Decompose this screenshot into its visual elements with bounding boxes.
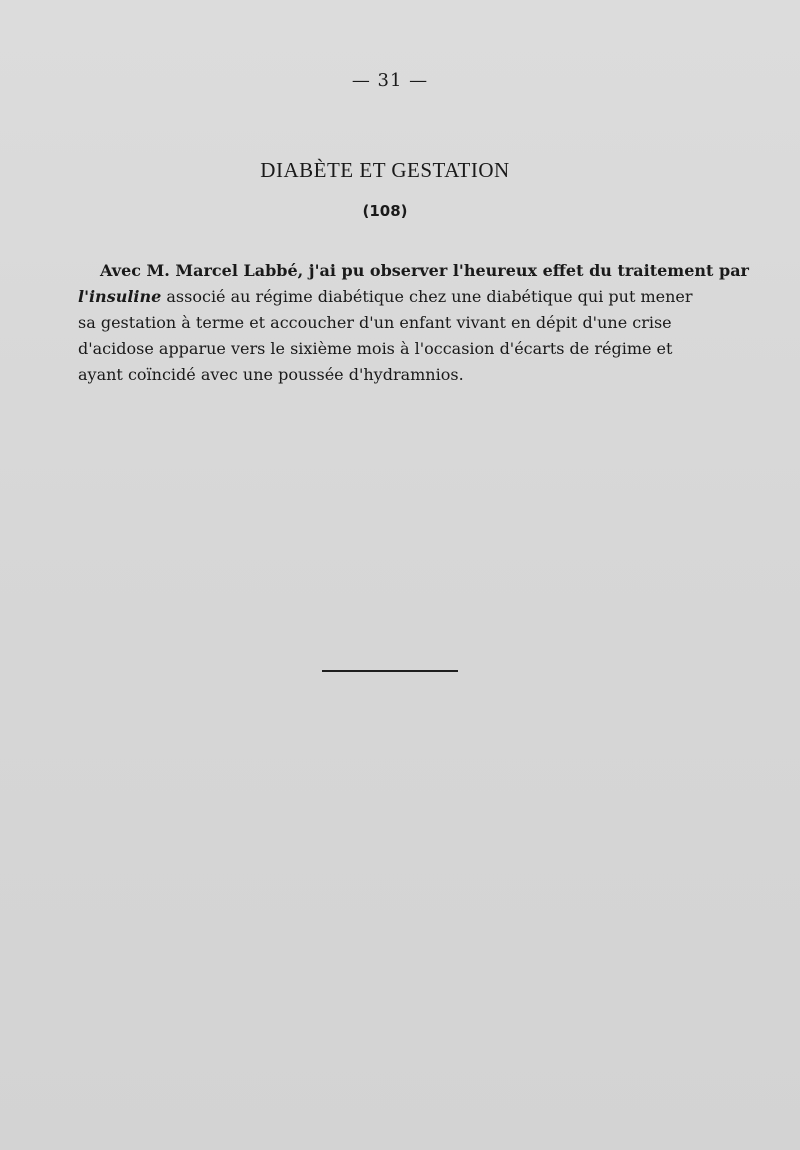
section-divider [322, 670, 458, 672]
body-paragraph [78, 258, 749, 388]
paragraph-line-3: sa gestation à terme et accoucher d'un enfant vivant en dépit d'une crise [78, 313, 672, 332]
paragraph-line-5: ayant coïncidé avec une poussée d'hydramnios. [78, 365, 464, 384]
paragraph-line-2 [78, 284, 724, 310]
paragraph-line-1: Avec M. Marcel Labbé, j'ai pu observer l'heureux effet du traitement par [100, 261, 749, 280]
reference-number: (108) [362, 202, 408, 220]
paragraph-line-2-rest: associé au régime diabétique chez une diabétique qui put mener [161, 287, 693, 306]
emphasized-term: l'insuline [78, 287, 162, 306]
page-number: — 31 — [351, 70, 429, 91]
section-title: DIABÈTE ET GESTATION [260, 158, 510, 182]
paragraph-line-4: d'acidose apparue vers le sixième mois à l'occasion d'écarts de régime et [78, 339, 673, 358]
